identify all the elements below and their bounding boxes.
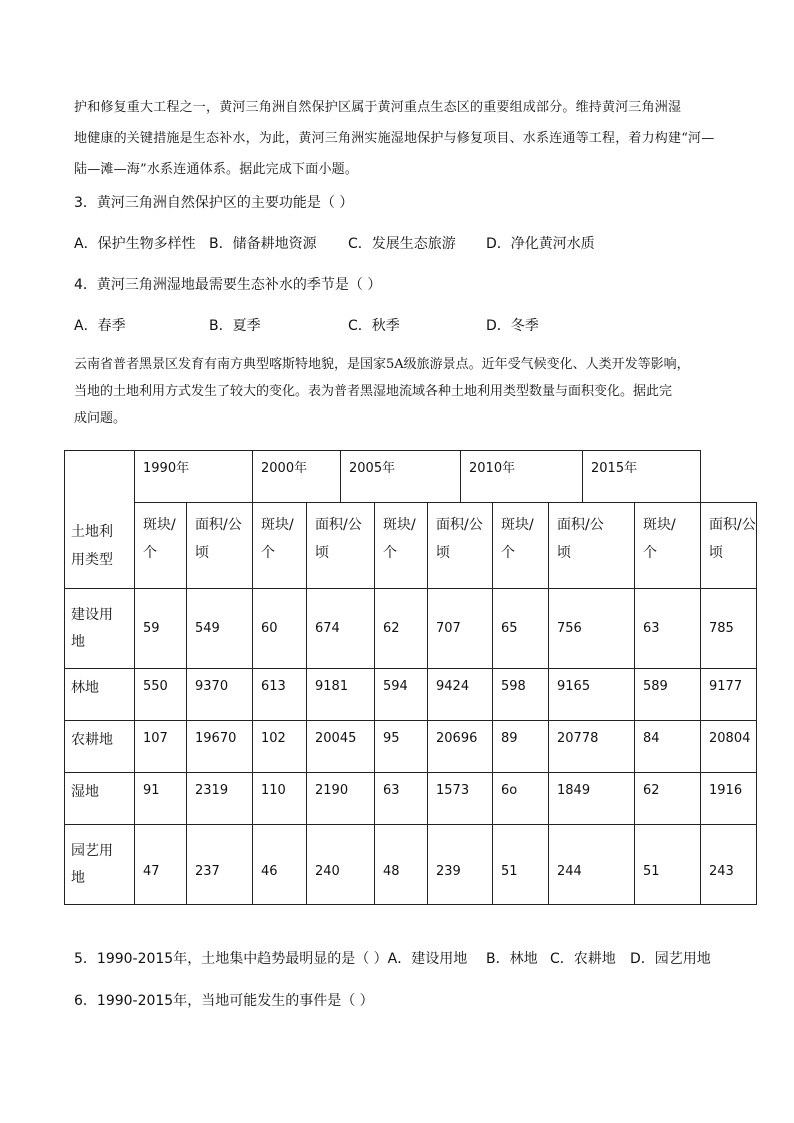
table-cell: 63 xyxy=(635,589,701,669)
patches-header: 斑块/ 个 xyxy=(375,503,428,589)
table-cell: 674 xyxy=(307,589,375,669)
table-cell: 598 xyxy=(493,669,549,721)
area-header: 面积/公 顷 xyxy=(549,503,635,589)
table-cell: 1916 xyxy=(701,773,757,825)
q4-option-b: B．夏季 xyxy=(209,318,261,334)
table-cell: 240 xyxy=(307,825,375,905)
table-cell: 589 xyxy=(635,669,701,721)
table-cell: 1573 xyxy=(428,773,493,825)
q3-option-a: A．保护生物多样性 xyxy=(74,236,196,252)
land-use-table xyxy=(64,450,757,905)
table-row xyxy=(65,773,757,825)
table-cell: 91 xyxy=(135,773,187,825)
table-cell: 20804 xyxy=(701,721,757,773)
table-cell: 243 xyxy=(701,825,757,905)
table-cell: 62 xyxy=(375,589,428,669)
patches-header: 斑块/ 个 xyxy=(135,503,187,589)
table-cell: 107 xyxy=(135,721,187,773)
land-type-header: 土地利 用类型 xyxy=(65,451,135,589)
table-cell: 20045 xyxy=(307,721,375,773)
table-cell: 51 xyxy=(493,825,549,905)
table-cell: 6o xyxy=(493,773,549,825)
table-cell: 84 xyxy=(635,721,701,773)
context-line: 当地的土地利用方式发生了较大的变化。表为普者黑湿地流域各种土地利用类型数量与面积变化。据此完 xyxy=(74,384,673,399)
q4-option-d: D．冬季 xyxy=(486,318,539,334)
table-cell: 19670 xyxy=(187,721,253,773)
table-cell: 65 xyxy=(493,589,549,669)
patches-header: 斑块/ 个 xyxy=(253,503,307,589)
table-cell: 46 xyxy=(253,825,307,905)
row-label: 农耕地 xyxy=(65,721,135,773)
table-cell: 20696 xyxy=(428,721,493,773)
intro-line: 陆—滩—海”水系连通体系。据此完成下面小题。 xyxy=(74,162,359,177)
table-row xyxy=(65,825,757,905)
q5-option-b: B．林地 xyxy=(486,951,538,967)
table-cell: 20778 xyxy=(549,721,635,773)
context-line: 成问题。 xyxy=(74,411,127,426)
q5-option-d: D．园艺用地 xyxy=(630,951,711,967)
intro-line: 地健康的关键措施是生态补水，为此，黄河三角洲实施湿地保护与修复项目、水系连通等工程，着力构建“河— xyxy=(74,131,715,146)
table-cell: 59 xyxy=(135,589,187,669)
question-4-stem: 4．黄河三角洲湿地最需要生态补水的季节是（ ） xyxy=(74,277,382,293)
area-header: 面积/公 顷 xyxy=(428,503,493,589)
patches-header: 斑块/ 个 xyxy=(635,503,701,589)
table-cell: 2190 xyxy=(307,773,375,825)
table-cell: 2319 xyxy=(187,773,253,825)
table-cell: 95 xyxy=(375,721,428,773)
table-cell: 9424 xyxy=(428,669,493,721)
table-cell: 785 xyxy=(701,589,757,669)
table-cell: 48 xyxy=(375,825,428,905)
context-line: 云南省普者黑景区发育有南方典型喀斯特地貌，是国家5A级旅游景点。近年受气候变化、人类开发等影响， xyxy=(74,357,690,372)
table-cell: 239 xyxy=(428,825,493,905)
q3-option-b: B．储备耕地资源 xyxy=(209,236,317,252)
table-cell: 102 xyxy=(253,721,307,773)
table-row xyxy=(65,589,757,669)
question-3-stem: 3．黄河三角洲自然保护区的主要功能是（ ） xyxy=(74,195,354,211)
table-cell: 63 xyxy=(375,773,428,825)
table-cell: 707 xyxy=(428,589,493,669)
table-cell: 549 xyxy=(187,589,253,669)
year-header: 2015年 xyxy=(583,451,701,503)
table-cell: 9177 xyxy=(701,669,757,721)
table-cell: 613 xyxy=(253,669,307,721)
area-header: 面积/公 顷 xyxy=(187,503,253,589)
question-6-stem: 6．1990-2015年，当地可能发生的事件是（ ） xyxy=(74,993,374,1009)
row-label: 建设用 地 xyxy=(65,589,135,669)
table-cell: 594 xyxy=(375,669,428,721)
table-cell: 9181 xyxy=(307,669,375,721)
table-cell: 9370 xyxy=(187,669,253,721)
year-header: 2000年 xyxy=(253,451,341,503)
row-label: 园艺用 地 xyxy=(65,825,135,905)
table-cell: 60 xyxy=(253,589,307,669)
table-cell: 237 xyxy=(187,825,253,905)
table-cell: 89 xyxy=(493,721,549,773)
table-cell: 1849 xyxy=(549,773,635,825)
table-cell: 244 xyxy=(549,825,635,905)
table-cell: 9165 xyxy=(549,669,635,721)
q3-option-c: C．发展生态旅游 xyxy=(348,236,456,252)
table-cell: 51 xyxy=(635,825,701,905)
intro-paragraph xyxy=(74,92,734,185)
intro-line: 护和修复重大工程之一，黄河三角洲自然保护区属于黄河重点生态区的重要组成部分。维持黄河三角洲湿 xyxy=(74,100,682,115)
area-header: 面积/公 顷 xyxy=(307,503,375,589)
area-header: 面积/公 顷 xyxy=(701,503,757,589)
year-header: 2005年 xyxy=(341,451,461,503)
table-row xyxy=(65,669,757,721)
year-header: 1990年 xyxy=(135,451,253,503)
table-cell: 110 xyxy=(253,773,307,825)
q5-option-c: C．农耕地 xyxy=(550,951,616,967)
q4-option-c: C．秋季 xyxy=(348,318,400,334)
table-cell: 550 xyxy=(135,669,187,721)
patches-header: 斑块/ 个 xyxy=(493,503,549,589)
q3-option-d: D．净化黄河水质 xyxy=(486,236,595,252)
table-cell: 756 xyxy=(549,589,635,669)
context-paragraph xyxy=(74,351,734,432)
table-row xyxy=(65,721,757,773)
question-5-stem: 5．1990-2015年，土地集中趋势最明显的是（ ）A．建设用地 xyxy=(74,951,468,967)
q4-option-a: A．春季 xyxy=(74,318,126,334)
table-cell: 62 xyxy=(635,773,701,825)
table-cell: 47 xyxy=(135,825,187,905)
row-label: 湿地 xyxy=(65,773,135,825)
row-label: 林地 xyxy=(65,669,135,721)
year-header: 2010年 xyxy=(461,451,583,503)
